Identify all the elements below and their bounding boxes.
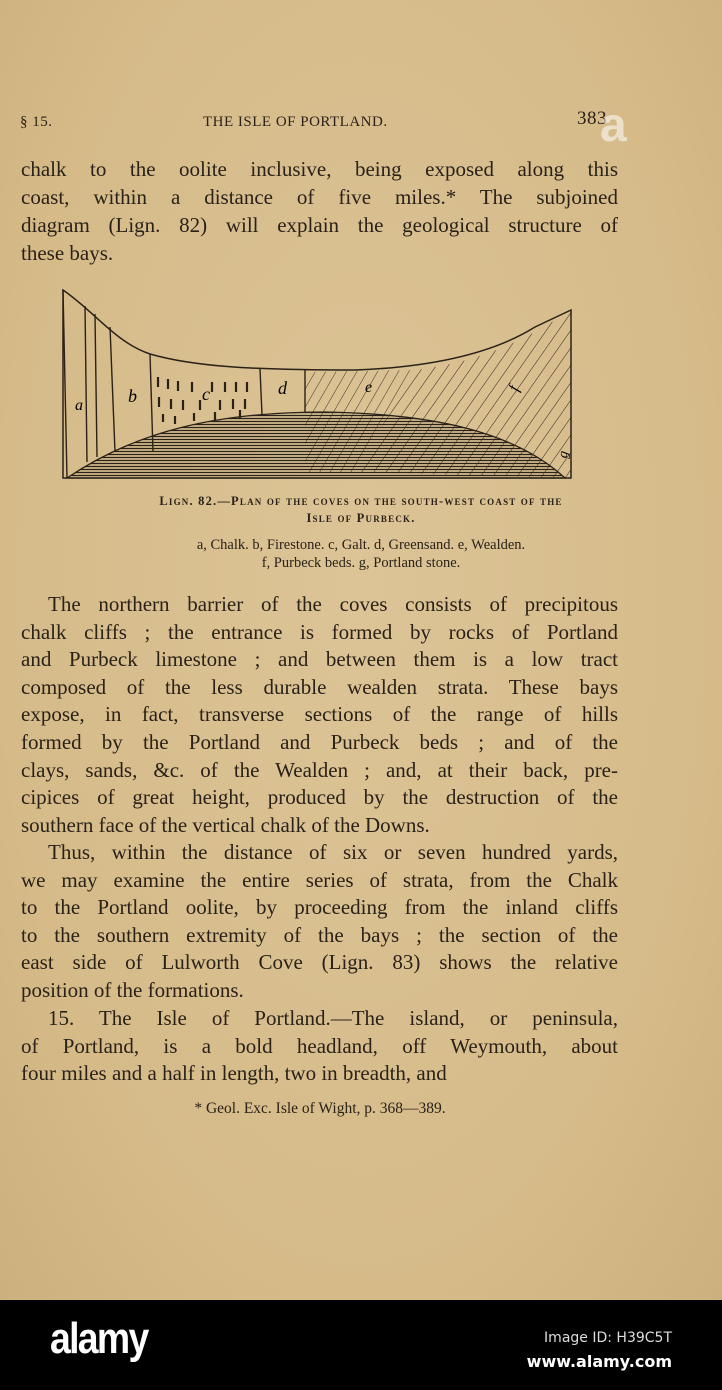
label-e: e (365, 379, 373, 396)
text-line: we may examine the entire series of strata, from the Chalk (21, 867, 618, 892)
text-line: composed of the less durable wealden strata. These bays (21, 674, 618, 699)
running-title: THE ISLE OF PORTLAND. (203, 114, 388, 130)
figure-diagram (55, 282, 595, 482)
page-number: 383 (577, 108, 607, 129)
figure-legend-line2: f, Purbeck beds. g, Portland stone. (261, 555, 461, 571)
text-line: of Portland, is a bold headland, off Weymouth, about (21, 1033, 618, 1058)
label-f: f (505, 383, 524, 394)
text-line: formed by the Portland and Purbeck beds ; and of the (21, 730, 618, 754)
text-line: these bays. (21, 241, 114, 265)
text-line: chalk to the oolite inclusive, being exposed along this (21, 157, 618, 181)
text-line: to the Portland oolite, by proceeding from the inland cliffs (21, 895, 618, 920)
alamy-url: www.alamy.com (526, 1352, 672, 1371)
alamy-logo: alamy (50, 1314, 148, 1363)
text-line: southern face of the vertical chalk of the Downs. (21, 812, 430, 837)
figure-caption-line2: Isle of Purbeck. (306, 511, 416, 525)
text-line: position of the formations. (21, 978, 244, 1002)
text-line: Thus, within the distance of six or seven hundred yards, (48, 840, 618, 864)
figure-legend: a, Chalk. b, Firestone. c, Galt. d, Greensand. e, Wealden. (196, 537, 526, 553)
footnote: * Geol. Exc. Isle of Wight, p. 368—389. (194, 1100, 446, 1117)
label-a: a (75, 397, 83, 414)
text-line: diagram (Lign. 82) will explain the geological structure of (21, 213, 618, 237)
text-line: 15. The Isle of Portland.—The island, or peninsula, (48, 1006, 618, 1030)
text-line: coast, within a distance of five miles.* The subjoined (21, 185, 618, 209)
text-line: four miles and a half in length, two in breadth, and (21, 1061, 447, 1086)
text-line: cipices of great height, produced by the destruction of the (21, 785, 618, 810)
image-id: Image ID: H39C5T (544, 1330, 672, 1346)
label-g: g (555, 449, 572, 460)
watermark-bar (0, 1300, 722, 1390)
text-line: clays, sands, &c. of the Wealden ; and, at their back, pre- (21, 757, 618, 782)
text-line: east side of Lulworth Cove (Lign. 83) shows the relative (21, 950, 618, 975)
label-d: d (278, 378, 287, 398)
label-c: c (202, 384, 210, 404)
section-number: § 15. (20, 114, 53, 130)
watermark-logo: a (600, 99, 625, 152)
text-line: and Purbeck limestone ; and between them is a low tract (21, 647, 618, 672)
text-line: to the southern extremity of the bays ; the section of the (21, 922, 618, 947)
text-line: expose, in fact, transverse sections of the range of hills (21, 702, 618, 727)
label-b: b (128, 386, 137, 406)
figure-caption: Lign. 82.—Plan of the coves on the south-west coast of the (159, 494, 563, 508)
text-line: chalk cliffs ; the entrance is formed by rocks of Portland (21, 619, 618, 644)
text-line: The northern barrier of the coves consists of precipitous (48, 592, 618, 616)
